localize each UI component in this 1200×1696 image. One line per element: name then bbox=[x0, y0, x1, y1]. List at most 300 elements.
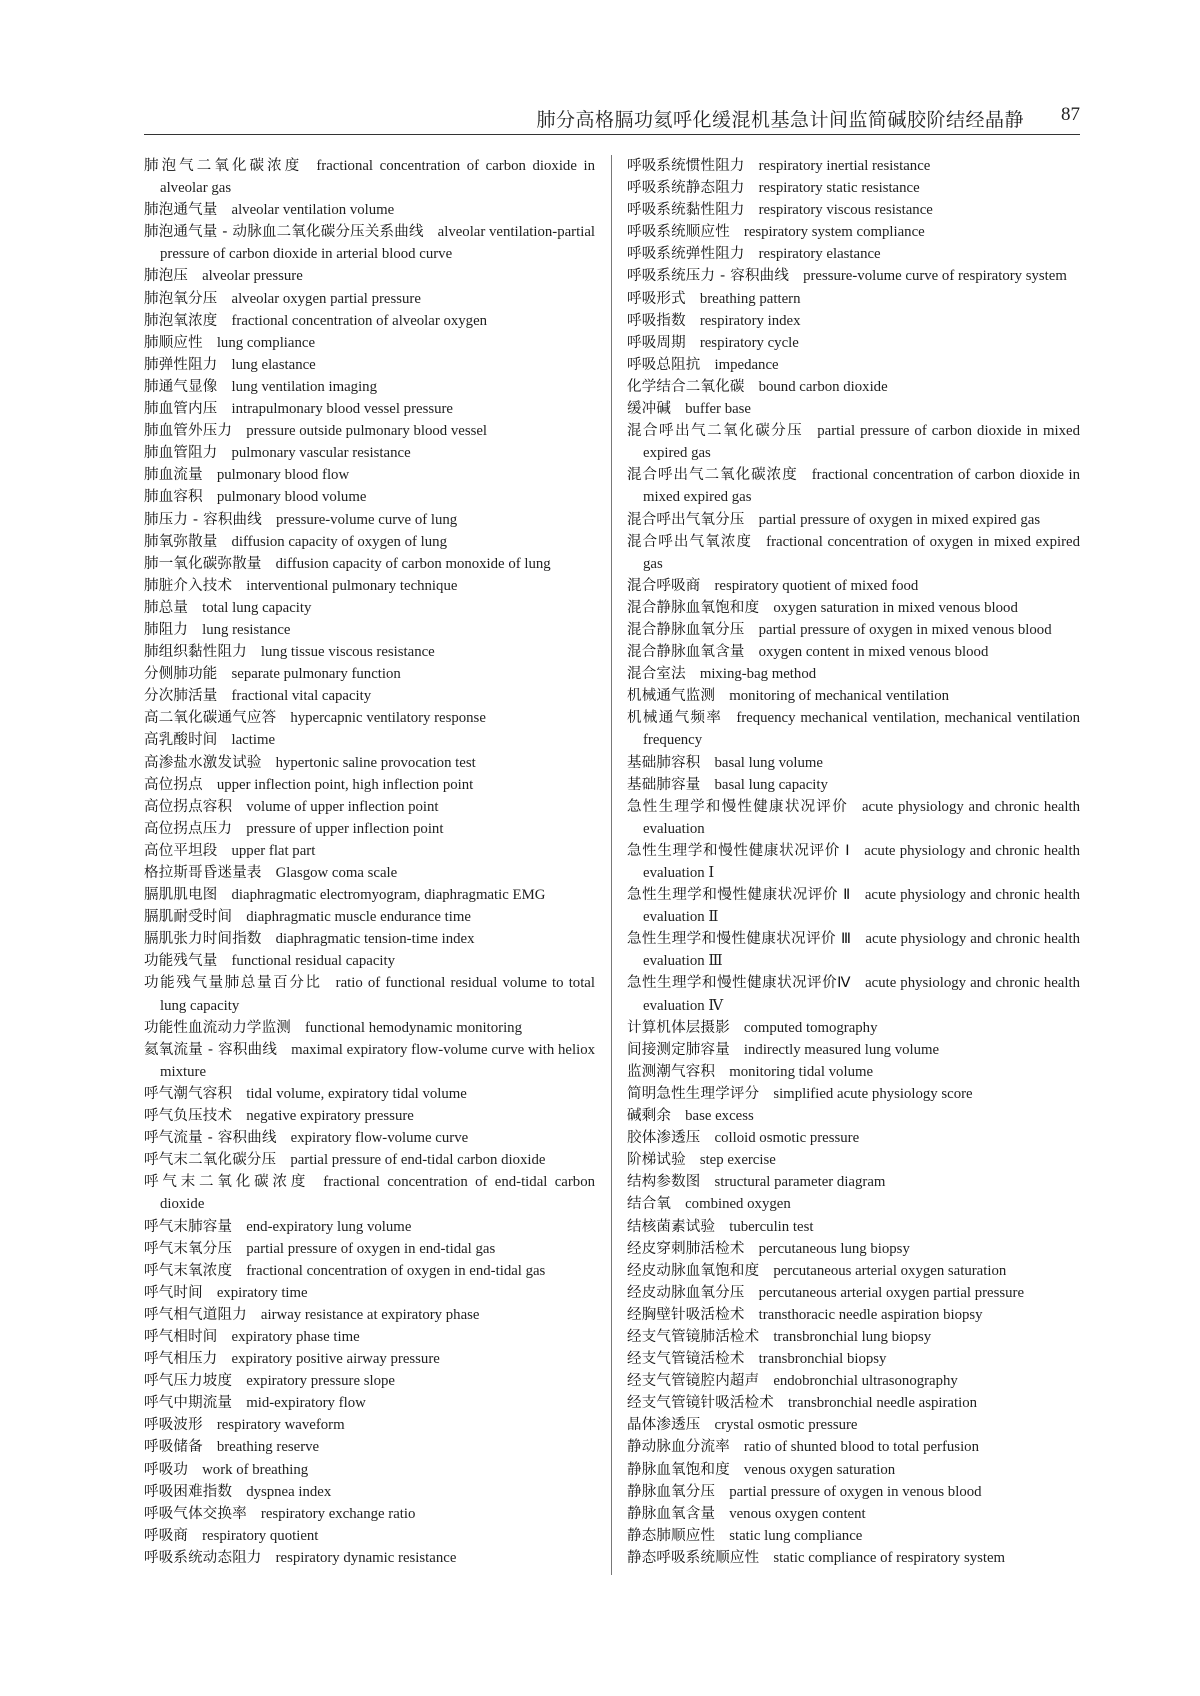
term-chinese: 急性生理学和慢性健康状况评价 bbox=[627, 798, 848, 815]
term-english: maximal expiratory flow-volume curve with heliox mixture bbox=[160, 1041, 595, 1080]
term-english: respiratory inertial resistance bbox=[758, 158, 931, 174]
term-english: venous oxygen saturation bbox=[743, 1461, 896, 1478]
term-chinese: 功能残气量肺总量百分比 bbox=[144, 975, 322, 992]
glossary-entry bbox=[144, 553, 595, 575]
glossary-entry bbox=[144, 774, 595, 796]
term-chinese: 晶体渗透压 bbox=[627, 1417, 701, 1434]
term-chinese: 功能残气量 bbox=[144, 953, 218, 970]
term-chinese: 静态呼吸系统顺应性 bbox=[627, 1549, 760, 1566]
term-english: buffer base bbox=[685, 401, 751, 418]
glossary-entry bbox=[144, 1459, 595, 1481]
glossary-entry bbox=[627, 1547, 1080, 1569]
term-english: transthoracic needle aspiration biopsy bbox=[758, 1306, 983, 1323]
glossary-entry bbox=[144, 1414, 595, 1436]
term-chinese: 膈肌张力时间指数 bbox=[144, 931, 262, 948]
term-english: partial pressure of end-tidal carbon dioxide bbox=[290, 1152, 546, 1169]
glossary-entry bbox=[144, 1238, 595, 1260]
term-chinese: 呼吸周期 bbox=[627, 334, 686, 351]
term-chinese: 肺脏介入技术 bbox=[144, 577, 233, 594]
term-chinese: 分侧肺功能 bbox=[144, 666, 218, 683]
term-chinese: 混合呼出气氧浓度 bbox=[627, 533, 753, 550]
glossary-entry bbox=[144, 950, 595, 972]
term-english: expiratory flow-volume curve bbox=[290, 1130, 469, 1147]
term-chinese: 呼气末二氧化碳浓度 bbox=[144, 1174, 310, 1191]
running-header bbox=[144, 100, 1080, 135]
glossary-entry bbox=[627, 1149, 1080, 1171]
glossary-entry bbox=[144, 199, 595, 221]
glossary-entry bbox=[627, 1326, 1080, 1348]
term-chinese: 呼吸储备 bbox=[144, 1439, 203, 1456]
term-chinese: 肺泡通气量 - 动脉血二氧化碳分压关系曲线 bbox=[144, 224, 424, 241]
glossary-entry bbox=[144, 597, 595, 619]
term-english: fractional concentration of oxygen in end-tidal gas bbox=[246, 1262, 546, 1279]
term-chinese: 高渗盐水激发试验 bbox=[144, 754, 262, 771]
term-chinese: 呼吸商 bbox=[144, 1527, 189, 1544]
glossary-entry bbox=[627, 840, 1080, 884]
term-chinese: 分次肺活量 bbox=[144, 688, 218, 705]
term-english: base excess bbox=[685, 1108, 754, 1125]
term-chinese: 肺血管阻力 bbox=[144, 445, 218, 462]
term-chinese: 呼气末二氧化碳分压 bbox=[144, 1152, 277, 1169]
term-chinese: 经皮穿刺肺活检术 bbox=[627, 1240, 745, 1257]
term-english: acute physiology and chronic health evaluation Ⅰ bbox=[643, 842, 1080, 881]
term-chinese: 肺血管外压力 bbox=[144, 423, 233, 440]
term-english: expiratory time bbox=[216, 1284, 308, 1301]
term-chinese: 呼气时间 bbox=[144, 1284, 203, 1301]
term-english: lung resistance bbox=[202, 621, 291, 638]
term-chinese: 间接测定肺容量 bbox=[627, 1041, 730, 1058]
term-english: simplified acute physiology score bbox=[773, 1085, 973, 1102]
term-chinese: 呼吸困难指数 bbox=[144, 1483, 233, 1500]
term-chinese: 混合呼出气二氧化碳浓度 bbox=[627, 467, 798, 484]
term-chinese: 肺氧弥散量 bbox=[144, 533, 218, 550]
term-english: breathing reserve bbox=[216, 1439, 320, 1456]
term-english: functional hemodynamic monitoring bbox=[305, 1019, 522, 1036]
term-chinese: 肺泡氧分压 bbox=[144, 290, 218, 307]
term-chinese: 经支气管镜肺活检术 bbox=[627, 1328, 760, 1345]
glossary-entry bbox=[144, 972, 595, 1016]
term-chinese: 氦氧流量 - 容积曲线 bbox=[144, 1041, 278, 1058]
glossary-entry bbox=[144, 155, 595, 199]
glossary-entry bbox=[627, 420, 1080, 464]
glossary-entry bbox=[627, 1260, 1080, 1282]
term-chinese: 高位拐点 bbox=[144, 776, 203, 793]
term-chinese: 机械通气监测 bbox=[627, 688, 716, 705]
term-english: partial pressure of oxygen in mixed expired gas bbox=[758, 511, 1041, 528]
term-english: acute physiology and chronic health evaluation Ⅳ bbox=[643, 975, 1080, 1014]
term-chinese: 呼吸功 bbox=[144, 1461, 189, 1478]
term-chinese: 静脉血氧饱和度 bbox=[627, 1461, 730, 1478]
glossary-entry bbox=[627, 1481, 1080, 1503]
term-chinese: 呼吸系统动态阻力 bbox=[144, 1549, 262, 1566]
term-chinese: 肺泡气二氧化碳浓度 bbox=[144, 158, 303, 174]
glossary-entry bbox=[627, 1083, 1080, 1105]
term-chinese: 肺血流量 bbox=[144, 467, 203, 484]
term-chinese: 急性生理学和慢性健康状况评价Ⅳ bbox=[627, 975, 852, 992]
glossary-entry bbox=[627, 1414, 1080, 1436]
term-english: impedance bbox=[714, 356, 779, 373]
term-english: respiratory cycle bbox=[699, 334, 799, 351]
glossary-entry bbox=[144, 884, 595, 906]
glossary-entry bbox=[627, 928, 1080, 972]
term-english: tidal volume, expiratory tidal volume bbox=[246, 1085, 467, 1102]
glossary-entry bbox=[144, 818, 595, 840]
glossary-entry bbox=[144, 464, 595, 486]
term-english: respiratory viscous resistance bbox=[758, 202, 933, 219]
left-glossary-column bbox=[144, 155, 595, 1569]
glossary-entry bbox=[627, 752, 1080, 774]
term-english: fractional vital capacity bbox=[231, 688, 372, 705]
glossary-entry bbox=[627, 155, 1080, 177]
term-chinese: 肺总量 bbox=[144, 599, 189, 616]
glossary-entry bbox=[627, 1436, 1080, 1458]
glossary-entry bbox=[627, 221, 1080, 243]
glossary-entry bbox=[627, 177, 1080, 199]
term-english: acute physiology and chronic health evaluation bbox=[643, 798, 1080, 837]
term-english: hypertonic saline provocation test bbox=[275, 754, 476, 771]
term-chinese: 经支气管镜腔内超声 bbox=[627, 1373, 760, 1390]
term-chinese: 肺压力 - 容积曲线 bbox=[144, 511, 262, 528]
glossary-entry bbox=[144, 619, 595, 641]
term-chinese: 混合室法 bbox=[627, 666, 686, 683]
term-english: respiratory static resistance bbox=[758, 180, 920, 197]
term-english: expiratory pressure slope bbox=[246, 1373, 395, 1390]
term-english: tuberculin test bbox=[729, 1218, 814, 1235]
term-english: bound carbon dioxide bbox=[758, 378, 888, 395]
glossary-entry bbox=[627, 1282, 1080, 1304]
term-chinese: 基础肺容量 bbox=[627, 776, 701, 793]
term-chinese: 阶梯试验 bbox=[627, 1152, 686, 1169]
glossary-entry bbox=[144, 442, 595, 464]
glossary-entry bbox=[627, 1459, 1080, 1481]
term-chinese: 呼气潮气容积 bbox=[144, 1085, 233, 1102]
term-chinese: 经皮动脉血氧分压 bbox=[627, 1284, 745, 1301]
term-chinese: 呼吸波形 bbox=[144, 1417, 203, 1434]
glossary-entry bbox=[627, 774, 1080, 796]
glossary-entry bbox=[144, 729, 595, 751]
term-chinese: 肺阻力 bbox=[144, 621, 189, 638]
term-english: percutaneous arterial oxygen saturation bbox=[773, 1262, 1007, 1279]
term-chinese: 呼气中期流量 bbox=[144, 1395, 233, 1412]
term-chinese: 急性生理学和慢性健康状况评价 Ⅲ bbox=[627, 931, 852, 948]
glossary-entry bbox=[144, 906, 595, 928]
term-chinese: 混合呼出气氧分压 bbox=[627, 511, 745, 528]
term-english: computed tomography bbox=[743, 1019, 878, 1036]
glossary-entry bbox=[144, 575, 595, 597]
term-chinese: 经皮动脉血氧饱和度 bbox=[627, 1262, 760, 1279]
term-english: mixing-bag method bbox=[699, 666, 817, 683]
term-english: colloid osmotic pressure bbox=[714, 1130, 860, 1147]
term-chinese: 格拉斯哥昏迷量表 bbox=[144, 865, 262, 881]
glossary-entry bbox=[627, 199, 1080, 221]
term-english: upper inflection point, high inflection point bbox=[216, 776, 474, 793]
term-english: partial pressure of oxygen in mixed venous blood bbox=[758, 621, 1052, 638]
term-chinese: 肺血容积 bbox=[144, 489, 203, 506]
term-english: transbronchial needle aspiration bbox=[788, 1395, 977, 1412]
term-chinese: 呼吸系统顺应性 bbox=[627, 224, 730, 241]
glossary-entry bbox=[144, 1503, 595, 1525]
term-english: respiratory quotient bbox=[202, 1527, 319, 1544]
glossary-entry bbox=[627, 1105, 1080, 1127]
term-chinese: 呼吸总阻抗 bbox=[627, 356, 701, 373]
term-english: partial pressure of oxygen in venous blood bbox=[729, 1483, 982, 1500]
glossary-entry bbox=[144, 1326, 595, 1348]
term-english: alveolar ventilation volume bbox=[231, 202, 395, 219]
glossary-entry bbox=[144, 420, 595, 442]
term-english: respiratory quotient of mixed food bbox=[714, 577, 919, 594]
term-chinese: 经支气管镜针吸活检术 bbox=[627, 1395, 774, 1412]
glossary-entry bbox=[144, 398, 595, 420]
glossary-entry bbox=[144, 641, 595, 663]
term-chinese: 呼气相时间 bbox=[144, 1328, 218, 1345]
term-english: static compliance of respiratory system bbox=[773, 1549, 1006, 1566]
term-english: transbronchial lung biopsy bbox=[773, 1328, 932, 1345]
term-chinese: 静态肺顺应性 bbox=[627, 1527, 716, 1544]
glossary-entry bbox=[144, 1039, 595, 1083]
column-divider bbox=[611, 155, 612, 1575]
term-chinese: 肺泡氧浓度 bbox=[144, 312, 218, 329]
term-english: oxygen content in mixed venous blood bbox=[758, 644, 989, 661]
term-english: negative expiratory pressure bbox=[246, 1108, 414, 1125]
term-chinese: 肺通气显像 bbox=[144, 378, 218, 395]
term-chinese: 呼气压力坡度 bbox=[144, 1373, 233, 1390]
term-chinese: 结合氧 bbox=[627, 1196, 672, 1213]
term-chinese: 静动脉血分流率 bbox=[627, 1439, 730, 1456]
glossary-entry bbox=[627, 619, 1080, 641]
term-chinese: 急性生理学和慢性健康状况评价 Ⅱ bbox=[627, 887, 851, 904]
term-english: fractional concentration of carbon dioxide in alveolar gas bbox=[160, 158, 595, 197]
term-english: respiratory index bbox=[699, 312, 801, 329]
term-english: total lung capacity bbox=[202, 599, 312, 616]
term-chinese: 呼吸系统黏性阻力 bbox=[627, 202, 745, 219]
term-english: separate pulmonary function bbox=[231, 666, 401, 683]
term-english: end-expiratory lung volume bbox=[246, 1218, 412, 1235]
glossary-entry bbox=[144, 707, 595, 729]
glossary-entry bbox=[627, 685, 1080, 707]
glossary-entry bbox=[144, 265, 595, 287]
page-number: 87 bbox=[1061, 104, 1080, 125]
term-english: lung ventilation imaging bbox=[231, 378, 377, 395]
glossary-entry bbox=[144, 1171, 595, 1215]
term-chinese: 呼气末氧浓度 bbox=[144, 1262, 233, 1279]
glossary-entry bbox=[627, 354, 1080, 376]
term-chinese: 呼吸形式 bbox=[627, 290, 686, 307]
term-chinese: 计算机体层摄影 bbox=[627, 1019, 730, 1036]
term-chinese: 呼吸系统弹性阻力 bbox=[627, 246, 745, 263]
term-chinese: 呼气流量 - 容积曲线 bbox=[144, 1130, 277, 1147]
glossary-entry bbox=[627, 464, 1080, 508]
glossary-entry bbox=[627, 884, 1080, 928]
glossary-entry bbox=[144, 221, 595, 265]
term-chinese: 呼气末氧分压 bbox=[144, 1240, 233, 1257]
term-english: static lung compliance bbox=[729, 1527, 863, 1544]
term-chinese: 呼气相压力 bbox=[144, 1351, 218, 1368]
term-chinese: 功能性血流动力学监测 bbox=[144, 1019, 291, 1036]
glossary-entry bbox=[627, 376, 1080, 398]
glossary-entry bbox=[627, 1304, 1080, 1326]
term-english: lactime bbox=[231, 732, 276, 749]
term-chinese: 肺血管内压 bbox=[144, 401, 218, 418]
term-english: interventional pulmonary technique bbox=[246, 577, 458, 594]
term-english: volume of upper inflection point bbox=[246, 798, 439, 815]
term-chinese: 肺一氧化碳弥散量 bbox=[144, 555, 262, 572]
term-english: transbronchial biopsy bbox=[758, 1351, 887, 1368]
term-chinese: 结核菌素试验 bbox=[627, 1218, 716, 1235]
glossary-entry bbox=[627, 1348, 1080, 1370]
term-english: fractional concentration of carbon dioxide in mixed expired gas bbox=[643, 467, 1080, 506]
term-english: pressure outside pulmonary blood vessel bbox=[246, 423, 488, 440]
glossary-entry bbox=[144, 862, 595, 884]
term-english: functional residual capacity bbox=[231, 953, 396, 970]
term-chinese: 高乳酸时间 bbox=[144, 732, 218, 749]
glossary-entry bbox=[144, 1260, 595, 1282]
term-chinese: 肺弹性阻力 bbox=[144, 356, 218, 373]
glossary-entry bbox=[627, 597, 1080, 619]
term-english: basal lung volume bbox=[714, 754, 823, 771]
glossary-entry bbox=[627, 972, 1080, 1016]
term-english: step exercise bbox=[699, 1152, 776, 1169]
term-chinese: 混合呼出气二氧化碳分压 bbox=[627, 423, 804, 440]
term-english: oxygen saturation in mixed venous blood bbox=[773, 599, 1018, 616]
term-chinese: 呼气相气道阻力 bbox=[144, 1306, 247, 1323]
term-chinese: 结构参数图 bbox=[627, 1174, 701, 1191]
term-english: mid-expiratory flow bbox=[246, 1395, 366, 1412]
term-english: percutaneous lung biopsy bbox=[758, 1240, 910, 1257]
term-chinese: 呼吸系统惯性阻力 bbox=[627, 158, 745, 174]
term-english: acute physiology and chronic health evaluation Ⅲ bbox=[643, 931, 1080, 970]
glossary-entry bbox=[144, 1216, 595, 1238]
term-chinese: 静脉血氧含量 bbox=[627, 1505, 716, 1522]
glossary-entry bbox=[627, 310, 1080, 332]
header-title: 肺分高格膈功氦呼化缓混机基急计间监简碱胶阶结经晶静 bbox=[536, 110, 1024, 131]
term-english: acute physiology and chronic health evaluation Ⅱ bbox=[643, 887, 1081, 926]
term-english: lung elastance bbox=[231, 356, 316, 373]
glossary-entry bbox=[144, 288, 595, 310]
term-chinese: 高位拐点容积 bbox=[144, 798, 233, 815]
term-chinese: 呼气末肺容量 bbox=[144, 1218, 233, 1235]
glossary-entry bbox=[627, 663, 1080, 685]
term-english: upper flat part bbox=[231, 842, 316, 859]
term-english: respiratory dynamic resistance bbox=[275, 1549, 457, 1566]
glossary-entry bbox=[627, 1238, 1080, 1260]
glossary-entry bbox=[144, 310, 595, 332]
term-english: pulmonary blood flow bbox=[216, 467, 350, 484]
glossary-entry bbox=[144, 1370, 595, 1392]
glossary-entry bbox=[627, 243, 1080, 265]
term-chinese: 高位平坦段 bbox=[144, 842, 218, 859]
glossary-entry bbox=[144, 1017, 595, 1039]
term-english: intrapulmonary blood vessel pressure bbox=[231, 401, 453, 418]
glossary-entry bbox=[627, 1193, 1080, 1215]
glossary-entry bbox=[627, 1370, 1080, 1392]
term-chinese: 静脉血氧分压 bbox=[627, 1483, 716, 1500]
term-english: lung compliance bbox=[216, 334, 316, 351]
term-english: pressure of upper inflection point bbox=[246, 820, 444, 837]
term-chinese: 高二氧化碳通气应答 bbox=[144, 710, 277, 727]
term-english: combined oxygen bbox=[685, 1196, 791, 1213]
glossary-entry bbox=[144, 1304, 595, 1326]
glossary-entry bbox=[144, 1105, 595, 1127]
glossary-entry bbox=[144, 1083, 595, 1105]
glossary-entry bbox=[627, 707, 1080, 751]
glossary-entry bbox=[627, 1017, 1080, 1039]
glossary-entry bbox=[144, 1481, 595, 1503]
term-chinese: 呼吸气体交换率 bbox=[144, 1505, 247, 1522]
glossary-entry bbox=[144, 1149, 595, 1171]
glossary-entry bbox=[144, 928, 595, 950]
term-english: fractional concentration of end-tidal carbon dioxide bbox=[160, 1174, 595, 1213]
glossary-entry bbox=[144, 1547, 595, 1569]
term-english: fractional concentration of oxygen in mixed expired gas bbox=[643, 533, 1080, 572]
glossary-entry bbox=[627, 265, 1080, 287]
term-chinese: 混合静脉血氧饱和度 bbox=[627, 599, 760, 616]
glossary-entry bbox=[144, 1348, 595, 1370]
term-chinese: 碱剩余 bbox=[627, 1108, 672, 1125]
term-english: pulmonary vascular resistance bbox=[231, 445, 411, 462]
glossary-entry bbox=[627, 1216, 1080, 1238]
term-english: dyspnea index bbox=[246, 1483, 332, 1500]
term-chinese: 肺顺应性 bbox=[144, 334, 203, 351]
glossary-entry bbox=[144, 376, 595, 398]
term-chinese: 机械通气频率 bbox=[627, 710, 723, 727]
term-chinese: 膈肌肌电图 bbox=[144, 887, 218, 904]
term-english: monitoring tidal volume bbox=[729, 1063, 874, 1080]
glossary-entry bbox=[144, 796, 595, 818]
term-chinese: 混合静脉血氧分压 bbox=[627, 621, 745, 638]
glossary-entry bbox=[627, 531, 1080, 575]
glossary-entry bbox=[144, 752, 595, 774]
term-chinese: 肺泡通气量 bbox=[144, 202, 218, 219]
term-english: lung tissue viscous resistance bbox=[260, 644, 435, 661]
term-english: frequency mechanical ventilation, mechanical ventilation frequency bbox=[643, 710, 1080, 749]
term-english: respiratory exchange ratio bbox=[260, 1505, 416, 1522]
glossary-entry bbox=[627, 1392, 1080, 1414]
term-chinese: 经支气管镜活检术 bbox=[627, 1351, 745, 1368]
term-english: respiratory system compliance bbox=[743, 224, 925, 241]
term-english: monitoring of mechanical ventilation bbox=[729, 688, 950, 705]
term-english: alveolar pressure bbox=[202, 268, 303, 285]
glossary-entry bbox=[627, 1171, 1080, 1193]
term-english: expiratory phase time bbox=[231, 1328, 360, 1345]
term-english: partial pressure of oxygen in end-tidal gas bbox=[246, 1240, 496, 1257]
term-english: diffusion capacity of oxygen of lung bbox=[231, 533, 447, 550]
glossary-entry bbox=[144, 1392, 595, 1414]
term-chinese: 混合呼吸商 bbox=[627, 577, 701, 594]
term-english: alveolar ventilation-partial pressure of carbon dioxide in arterial blood curve bbox=[160, 224, 596, 263]
term-english: pressure-volume curve of respiratory system bbox=[803, 268, 1067, 285]
term-english: hypercapnic ventilatory response bbox=[290, 710, 486, 727]
term-english: diffusion capacity of carbon monoxide of lung bbox=[275, 555, 551, 572]
term-chinese: 肺组织黏性阻力 bbox=[144, 644, 247, 661]
term-english: expiratory positive airway pressure bbox=[231, 1351, 440, 1368]
glossary-entry bbox=[144, 1127, 595, 1149]
term-english: diaphragmatic muscle endurance time bbox=[246, 909, 471, 926]
term-chinese: 缓冲碱 bbox=[627, 401, 672, 418]
glossary-entry bbox=[144, 1282, 595, 1304]
term-english: diaphragmatic electromyogram, diaphragmatic EMG bbox=[231, 887, 546, 904]
term-english: indirectly measured lung volume bbox=[743, 1041, 940, 1058]
term-english: crystal osmotic pressure bbox=[714, 1417, 858, 1434]
term-chinese: 胶体渗透压 bbox=[627, 1130, 701, 1147]
glossary-entry bbox=[144, 531, 595, 553]
term-english: basal lung capacity bbox=[714, 776, 828, 793]
term-chinese: 呼气负压技术 bbox=[144, 1108, 233, 1125]
right-glossary-column bbox=[627, 155, 1080, 1569]
term-english: Glasgow coma scale bbox=[275, 865, 398, 881]
term-chinese: 呼吸系统压力 - 容积曲线 bbox=[627, 268, 790, 285]
glossary-entry bbox=[627, 575, 1080, 597]
term-english: respiratory waveform bbox=[216, 1417, 345, 1434]
